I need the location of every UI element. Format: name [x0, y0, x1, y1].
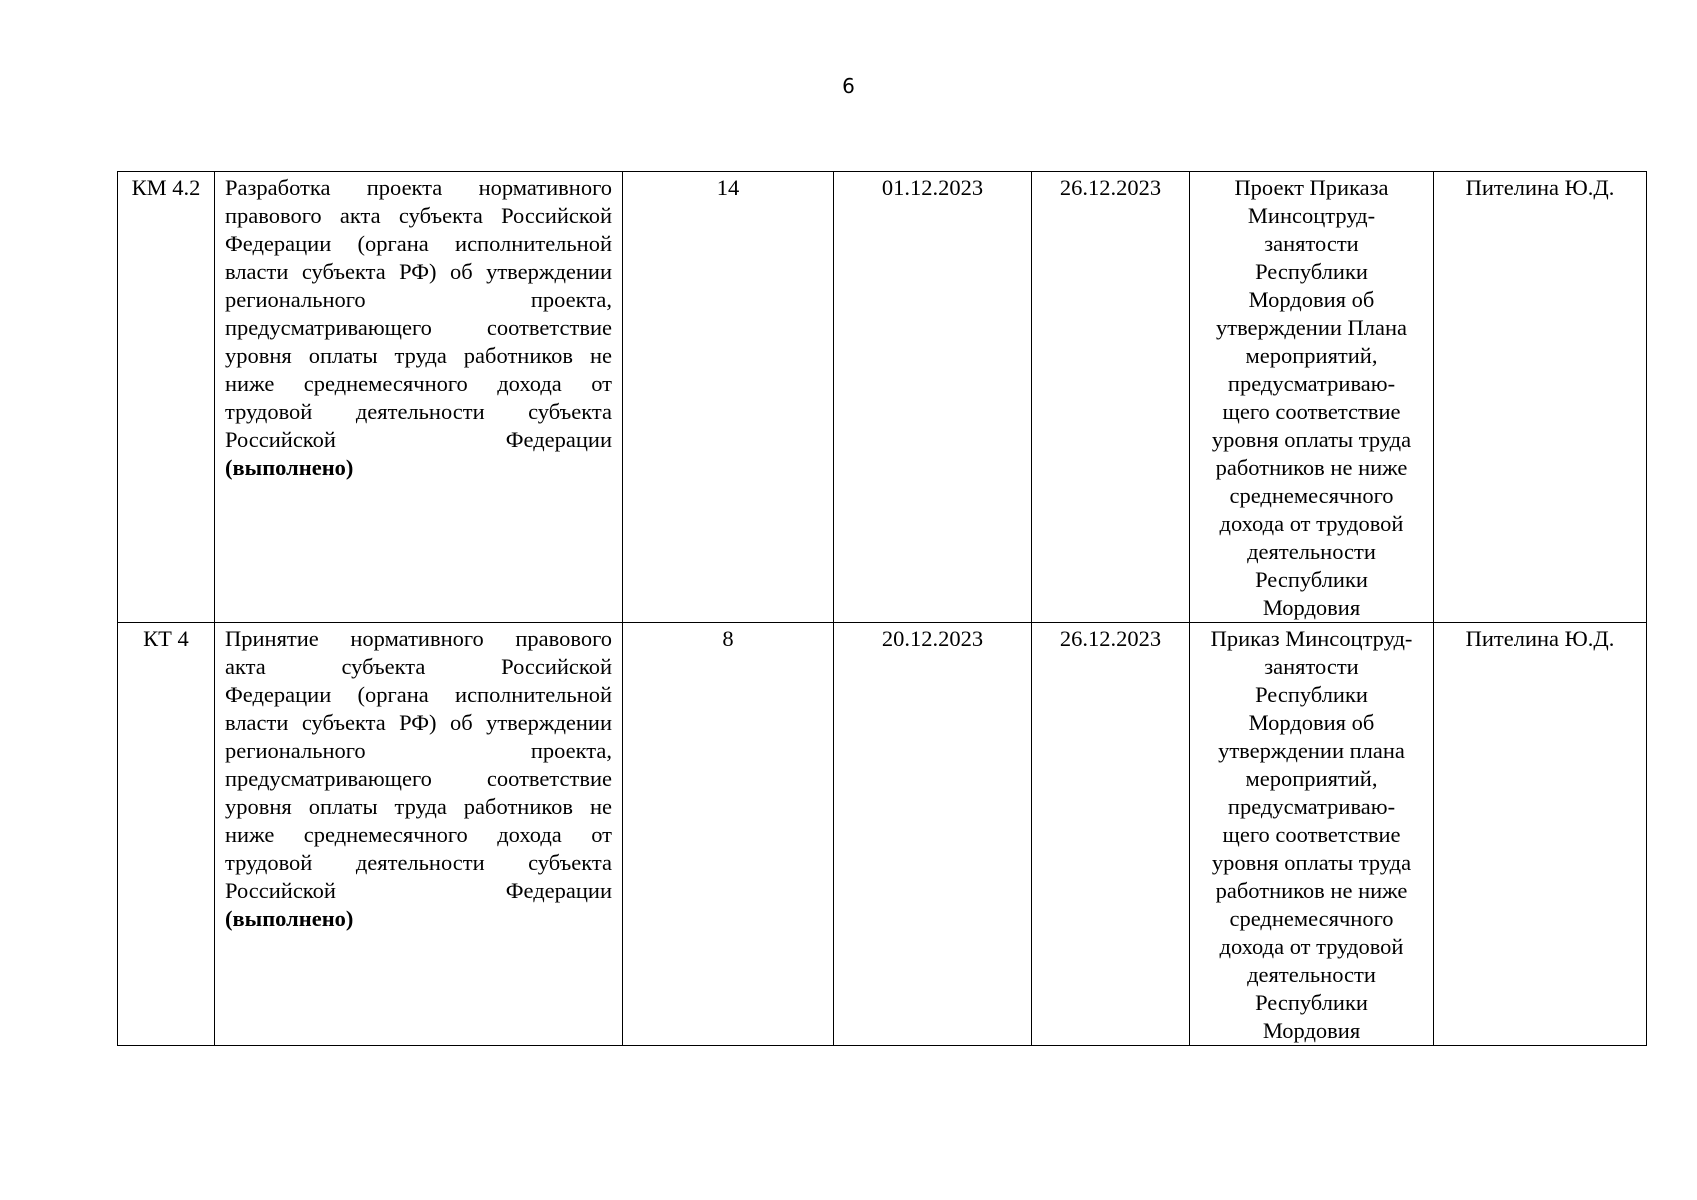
result-line: работников не ниже	[1215, 878, 1408, 903]
event-name-line: Принятие нормативного правового	[225, 626, 612, 651]
event-name-line: ниже среднемесячного дохода от	[225, 371, 612, 396]
duration-value: 8	[623, 623, 834, 1046]
result-document	[1190, 623, 1434, 1046]
result-line: Республики	[1255, 259, 1368, 284]
result-line: занятости	[1264, 231, 1359, 256]
result-line: Проект Приказа	[1234, 175, 1389, 200]
result-line: деятельности	[1247, 962, 1376, 987]
start-date: 20.12.2023	[834, 623, 1032, 1046]
result-line: предусматриваю-	[1227, 371, 1396, 396]
result-line: уровня оплаты труда	[1211, 427, 1412, 452]
result-line: мероприятий,	[1245, 766, 1378, 791]
result-line: щего соответствие	[1222, 399, 1401, 424]
event-name-line: предусматривающего соответствие	[225, 766, 612, 791]
result-document	[1190, 172, 1434, 623]
event-name-line: регионального проекта,	[225, 287, 612, 312]
result-line: Мордовия	[1262, 1018, 1361, 1043]
result-line: щего соответствие	[1222, 822, 1401, 847]
result-line: Приказ Минсоцтруд-	[1210, 626, 1413, 651]
event-name-line: власти субъекта РФ) об утверждении	[225, 259, 612, 284]
result-line: Республики	[1255, 567, 1368, 592]
end-date: 26.12.2023	[1032, 172, 1190, 623]
event-name-line: Разработка проекта нормативного	[225, 175, 612, 200]
event-name-line: трудовой деятельности субъекта	[225, 399, 612, 424]
result-line: среднемесячного	[1229, 906, 1394, 931]
event-name-line: Федерации (органа исполнительной	[225, 231, 612, 256]
plan-table	[117, 171, 1647, 1046]
event-name-line: Российской Федерации	[225, 427, 612, 452]
result-line: среднемесячного	[1229, 483, 1394, 508]
result-line: дохода от трудовой	[1219, 934, 1404, 959]
result-line: мероприятий,	[1245, 343, 1378, 368]
page-number: 6	[842, 74, 855, 98]
event-code: КМ 4.2	[118, 172, 215, 623]
responsible-person: Пителина Ю.Д.	[1434, 623, 1647, 1046]
event-name	[215, 172, 623, 623]
status-label: (выполнено)	[225, 906, 354, 931]
event-name-line: трудовой деятельности субъекта	[225, 850, 612, 875]
result-line: утверждении плана	[1218, 738, 1405, 763]
event-name-line: уровня оплаты труда работников не	[225, 343, 612, 368]
event-name-line: уровня оплаты труда работников не	[225, 794, 612, 819]
event-name-line: ниже среднемесячного дохода от	[225, 822, 612, 847]
event-name-line: правового акта субъекта Российской	[225, 203, 612, 228]
result-line: утверждении Плана	[1215, 315, 1408, 340]
event-name-line: Федерации (органа исполнительной	[225, 682, 612, 707]
table-row	[118, 623, 1647, 1046]
result-line: Минсоцтруд-	[1247, 203, 1376, 228]
event-name-line: регионального проекта,	[225, 738, 612, 763]
event-name-line: власти субъекта РФ) об утверждении	[225, 710, 612, 735]
event-name-line: акта субъекта Российской	[225, 654, 612, 679]
event-name-line: Российской Федерации	[225, 878, 612, 903]
result-line: Республики	[1255, 682, 1368, 707]
event-name	[215, 623, 623, 1046]
responsible-person: Пителина Ю.Д.	[1434, 172, 1647, 623]
result-line: Мордовия	[1262, 595, 1361, 620]
result-line: Республики	[1255, 990, 1368, 1015]
result-line: Мордовия об	[1248, 710, 1375, 735]
result-line: уровня оплаты труда	[1211, 850, 1412, 875]
result-line: предусматриваю-	[1227, 794, 1396, 819]
result-line: Мордовия об	[1248, 287, 1375, 312]
result-line: работников не ниже	[1215, 455, 1408, 480]
event-name-line: предусматривающего соответствие	[225, 315, 612, 340]
event-name-text	[225, 174, 612, 454]
event-name-text	[225, 625, 612, 905]
end-date: 26.12.2023	[1032, 623, 1190, 1046]
start-date: 01.12.2023	[834, 172, 1032, 623]
result-line: занятости	[1264, 654, 1359, 679]
table-row	[118, 172, 1647, 623]
result-line: деятельности	[1247, 539, 1376, 564]
status-label: (выполнено)	[225, 455, 354, 480]
event-code: КТ 4	[118, 623, 215, 1046]
result-line: дохода от трудовой	[1219, 511, 1404, 536]
duration-value: 14	[623, 172, 834, 623]
